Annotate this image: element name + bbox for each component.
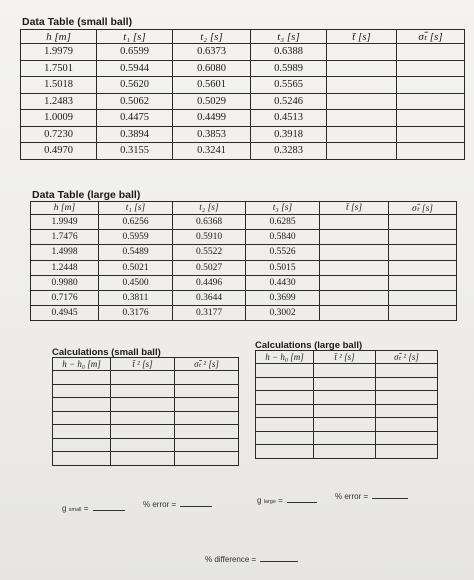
- small-ball-data-table: [20, 29, 465, 160]
- table-cell: 0.6080: [173, 60, 251, 77]
- table-row: [53, 452, 239, 466]
- empty-cell[interactable]: [53, 452, 111, 466]
- table-row: [21, 110, 465, 127]
- table-row: [21, 44, 465, 61]
- empty-cell[interactable]: [389, 215, 457, 230]
- table-cell: 0.4945: [31, 306, 99, 321]
- empty-cell[interactable]: [175, 411, 239, 425]
- g-small-blank[interactable]: [93, 510, 125, 511]
- empty-cell[interactable]: [320, 260, 389, 275]
- table-cell: 0.4970: [21, 143, 97, 160]
- table-cell: 1.0009: [21, 110, 97, 127]
- empty-cell[interactable]: [256, 377, 314, 391]
- table-row: [31, 275, 457, 290]
- empty-cell[interactable]: [175, 425, 239, 439]
- column-header: t̄ [s]: [320, 202, 389, 215]
- table-cell: 0.3176: [99, 306, 173, 321]
- table-cell: 1.9949: [31, 215, 99, 230]
- column-header: σₜ̄ ² [s]: [376, 351, 438, 364]
- empty-cell[interactable]: [389, 306, 457, 321]
- column-header: t₁ [s]: [97, 30, 173, 44]
- header-row: [53, 358, 239, 371]
- table-cell: 0.5840: [246, 230, 320, 245]
- table-cell: 0.5565: [251, 77, 327, 94]
- table-cell: 1.5018: [21, 77, 97, 94]
- pct-error-small-line: [143, 500, 212, 509]
- table-cell: 0.6256: [99, 215, 173, 230]
- column-header: t̄ [s]: [327, 30, 397, 44]
- table-row: [53, 371, 239, 385]
- table-cell: 0.7230: [21, 126, 97, 143]
- empty-cell[interactable]: [53, 425, 111, 439]
- table-cell: 0.3283: [251, 143, 327, 160]
- empty-cell[interactable]: [111, 398, 175, 412]
- empty-cell[interactable]: [397, 60, 465, 77]
- table-cell: 0.5944: [97, 60, 173, 77]
- empty-cell[interactable]: [389, 260, 457, 275]
- empty-cell[interactable]: [256, 431, 314, 445]
- column-header: t₂ [s]: [173, 202, 246, 215]
- empty-cell[interactable]: [53, 384, 111, 398]
- table-row: [31, 215, 457, 230]
- table-cell: 0.3811: [99, 290, 173, 305]
- empty-cell[interactable]: [376, 364, 438, 378]
- table-row: [53, 438, 239, 452]
- table-cell: 0.5027: [173, 260, 246, 275]
- empty-cell[interactable]: [376, 377, 438, 391]
- pct-error-small-label: % error =: [143, 500, 177, 509]
- table-cell: 0.4430: [246, 275, 320, 290]
- empty-cell[interactable]: [397, 77, 465, 94]
- table-cell: 0.5910: [173, 230, 246, 245]
- column-header: σₜ̄ [s]: [389, 202, 457, 215]
- header-row: [31, 202, 457, 215]
- empty-cell[interactable]: [389, 275, 457, 290]
- table-cell: 0.5526: [246, 245, 320, 260]
- table-cell: 0.5989: [251, 60, 327, 77]
- table-cell: 0.3894: [97, 126, 173, 143]
- table-row: [53, 384, 239, 398]
- pct-difference-line: [205, 555, 298, 564]
- calc-small-title: Calculations (small ball): [52, 347, 161, 358]
- pct-difference-blank[interactable]: [260, 561, 298, 562]
- empty-cell[interactable]: [111, 371, 175, 385]
- empty-cell[interactable]: [53, 371, 111, 385]
- empty-cell[interactable]: [376, 418, 438, 432]
- table-cell: 0.4500: [99, 275, 173, 290]
- empty-cell[interactable]: [327, 143, 397, 160]
- table-cell: 0.5246: [251, 93, 327, 110]
- empty-cell[interactable]: [111, 438, 175, 452]
- g-large-equals: =: [278, 496, 283, 505]
- empty-cell[interactable]: [320, 306, 389, 321]
- empty-cell[interactable]: [397, 126, 465, 143]
- table-cell: 0.5601: [173, 77, 251, 94]
- g-large-line: [257, 496, 317, 505]
- table-cell: 0.5489: [99, 245, 173, 260]
- table-cell: 0.7176: [31, 290, 99, 305]
- empty-cell[interactable]: [376, 445, 438, 459]
- empty-cell[interactable]: [256, 404, 314, 418]
- table-cell: 0.5959: [99, 230, 173, 245]
- table-cell: 0.5015: [246, 260, 320, 275]
- table-row: [21, 93, 465, 110]
- g-small-label: g: [62, 504, 67, 513]
- g-large-subscript: large: [263, 499, 276, 505]
- table-cell: 0.6285: [246, 215, 320, 230]
- table-cell: 1.4998: [31, 245, 99, 260]
- empty-cell[interactable]: [389, 230, 457, 245]
- small-table-title: Data Table (small ball): [22, 16, 133, 28]
- empty-cell[interactable]: [256, 418, 314, 432]
- g-large-blank[interactable]: [287, 502, 317, 503]
- empty-cell[interactable]: [53, 438, 111, 452]
- empty-cell[interactable]: [53, 398, 111, 412]
- empty-cell[interactable]: [320, 215, 389, 230]
- empty-cell[interactable]: [327, 77, 397, 94]
- empty-cell[interactable]: [175, 371, 239, 385]
- table-cell: 0.9980: [31, 275, 99, 290]
- table-row: [31, 230, 457, 245]
- empty-cell[interactable]: [376, 431, 438, 445]
- table-cell: 0.6388: [251, 44, 327, 61]
- column-header: t̄ ² [s]: [314, 351, 376, 364]
- empty-cell[interactable]: [320, 245, 389, 260]
- empty-cell[interactable]: [397, 93, 465, 110]
- table-row: [21, 126, 465, 143]
- header-row: [21, 30, 465, 44]
- empty-cell[interactable]: [314, 377, 376, 391]
- table-cell: 0.6599: [97, 44, 173, 61]
- column-header: t̄ ² [s]: [111, 358, 175, 371]
- table-row: [53, 398, 239, 412]
- column-header: t₃ [s]: [246, 202, 320, 215]
- table-cell: 0.4496: [173, 275, 246, 290]
- table-cell: 1.2483: [21, 93, 97, 110]
- empty-cell[interactable]: [314, 404, 376, 418]
- column-header: t₃ [s]: [251, 30, 327, 44]
- empty-cell[interactable]: [53, 411, 111, 425]
- table-cell: 0.5522: [173, 245, 246, 260]
- empty-cell[interactable]: [327, 44, 397, 61]
- empty-cell[interactable]: [175, 398, 239, 412]
- table-cell: 0.3155: [97, 143, 173, 160]
- pct-error-large-line: [335, 492, 408, 501]
- empty-cell[interactable]: [256, 391, 314, 405]
- empty-cell[interactable]: [111, 452, 175, 466]
- table-cell: 1.9979: [21, 44, 97, 61]
- calc-small-table: [52, 357, 239, 466]
- empty-cell[interactable]: [320, 290, 389, 305]
- empty-cell[interactable]: [327, 60, 397, 77]
- table-row: [256, 445, 438, 459]
- table-row: [256, 418, 438, 432]
- table-cell: 0.3241: [173, 143, 251, 160]
- table-row: [31, 260, 457, 275]
- table-row: [256, 391, 438, 405]
- empty-cell[interactable]: [256, 364, 314, 378]
- empty-cell[interactable]: [320, 230, 389, 245]
- empty-cell[interactable]: [389, 290, 457, 305]
- pct-error-large-label: % error =: [335, 492, 369, 501]
- pct-error-small-blank[interactable]: [180, 506, 212, 507]
- column-header: h − h₀ [m]: [53, 358, 111, 371]
- g-small-subscript: small: [68, 507, 82, 513]
- empty-cell[interactable]: [389, 245, 457, 260]
- table-cell: 0.5620: [97, 77, 173, 94]
- table-cell: 0.3918: [251, 126, 327, 143]
- table-row: [256, 364, 438, 378]
- empty-cell[interactable]: [320, 275, 389, 290]
- empty-cell[interactable]: [314, 418, 376, 432]
- calc-large-title: Calculations (large ball): [255, 340, 363, 351]
- table-row: [256, 404, 438, 418]
- table-row: [256, 377, 438, 391]
- empty-cell[interactable]: [111, 411, 175, 425]
- table-cell: 1.7476: [31, 230, 99, 245]
- empty-cell[interactable]: [397, 44, 465, 61]
- empty-cell[interactable]: [314, 445, 376, 459]
- pct-difference-label: % difference =: [205, 555, 257, 564]
- table-cell: 0.4513: [251, 110, 327, 127]
- empty-cell[interactable]: [111, 384, 175, 398]
- table-row: [31, 290, 457, 305]
- table-cell: 0.3177: [173, 306, 246, 321]
- empty-cell[interactable]: [175, 438, 239, 452]
- empty-cell[interactable]: [175, 384, 239, 398]
- empty-cell[interactable]: [397, 110, 465, 127]
- table-row: [21, 60, 465, 77]
- table-cell: 0.6368: [173, 215, 246, 230]
- empty-cell[interactable]: [327, 110, 397, 127]
- table-cell: 0.4499: [173, 110, 251, 127]
- table-cell: 0.3644: [173, 290, 246, 305]
- table-row: [256, 431, 438, 445]
- column-header: t₂ [s]: [173, 30, 251, 44]
- large-ball-data-table: [30, 201, 457, 321]
- table-cell: 0.3002: [246, 306, 320, 321]
- column-header: σₜ̄ [s]: [397, 30, 465, 44]
- table-row: [53, 411, 239, 425]
- table-cell: 0.5029: [173, 93, 251, 110]
- table-cell: 0.3853: [173, 126, 251, 143]
- empty-cell[interactable]: [314, 364, 376, 378]
- header-row: [256, 351, 438, 364]
- empty-cell[interactable]: [256, 445, 314, 459]
- large-table-title: Data Table (large ball): [32, 189, 141, 201]
- column-header: h [m]: [21, 30, 97, 44]
- empty-cell[interactable]: [314, 431, 376, 445]
- empty-cell[interactable]: [397, 143, 465, 160]
- column-header: σₜ̄ ² [s]: [175, 358, 239, 371]
- table-cell: 0.6373: [173, 44, 251, 61]
- g-small-line: [62, 504, 125, 513]
- table-row: [53, 425, 239, 439]
- table-row: [31, 245, 457, 260]
- column-header: h − h₀ [m]: [256, 351, 314, 364]
- table-cell: 0.3699: [246, 290, 320, 305]
- empty-cell[interactable]: [376, 404, 438, 418]
- calc-large-table: [255, 350, 438, 459]
- table-cell: 0.5062: [97, 93, 173, 110]
- empty-cell[interactable]: [327, 126, 397, 143]
- table-row: [31, 306, 457, 321]
- table-row: [21, 77, 465, 94]
- empty-cell[interactable]: [111, 425, 175, 439]
- table-row: [21, 143, 465, 160]
- table-cell: 0.4475: [97, 110, 173, 127]
- g-large-label: g: [257, 496, 262, 505]
- empty-cell[interactable]: [175, 452, 239, 466]
- empty-cell[interactable]: [327, 93, 397, 110]
- empty-cell[interactable]: [376, 391, 438, 405]
- table-cell: 0.5021: [99, 260, 173, 275]
- pct-error-large-blank[interactable]: [372, 498, 408, 499]
- g-small-equals: =: [83, 504, 89, 513]
- table-cell: 1.2448: [31, 260, 99, 275]
- table-cell: 1.7501: [21, 60, 97, 77]
- column-header: h [m]: [31, 202, 99, 215]
- empty-cell[interactable]: [314, 391, 376, 405]
- column-header: t₁ [s]: [99, 202, 173, 215]
